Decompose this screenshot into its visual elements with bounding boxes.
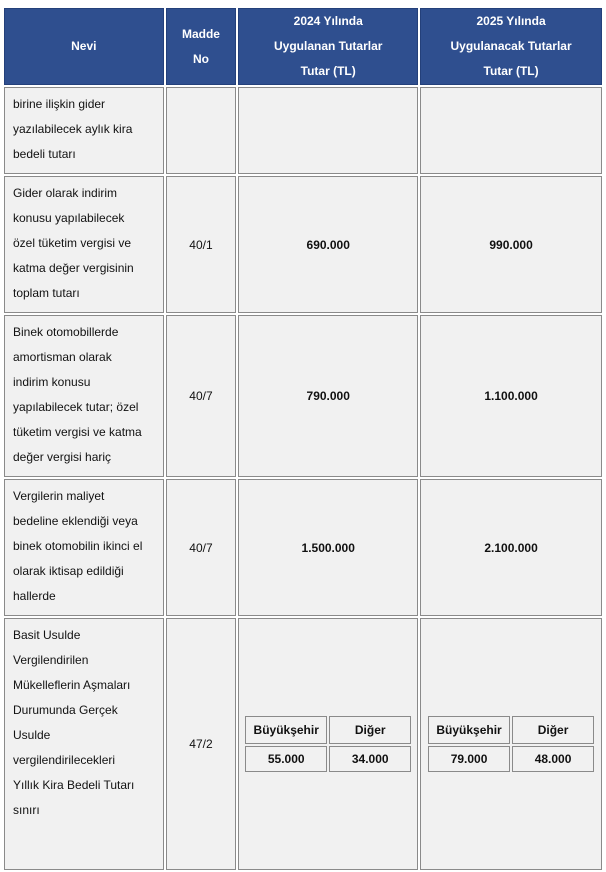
row-value-2025 <box>420 618 602 870</box>
amounts-table <box>2 6 604 872</box>
row-value-2024 <box>238 87 418 174</box>
row-description: Vergilerin maliyet bedeline eklendiği veya binek otomobilin ikinci el olarak iktisap edildiği hallerde <box>4 479 164 616</box>
row-description: Binek otomobillerde amortisman olarak indirim konusu yapılabilecek tutar; özel tüketim vergisi ve katma değer vergisi hariç <box>4 315 164 477</box>
sub-header-diger: Diğer <box>329 716 411 744</box>
table-row <box>4 315 602 477</box>
table-row <box>4 479 602 616</box>
sub-header-diger: Diğer <box>512 716 594 744</box>
sub-header-buyuksehir: Büyükşehir <box>245 716 327 744</box>
header-2025: 2025 Yılında Uygulanacak Tutarlar Tutar (TL) <box>420 8 602 85</box>
row-madde: 40/1 <box>166 176 237 313</box>
row-madde: 40/7 <box>166 315 237 477</box>
sub-table-2025 <box>426 714 596 774</box>
row-value-2025: 1.100.000 <box>420 315 602 477</box>
table-row <box>4 618 602 870</box>
row-description: Basit Usulde Vergilendirilen Mükelleflerin Aşmaları Durumunda Gerçek Usulde vergilendirilecekleri Yıllık Kira Bedeli Tutarı sınırı <box>4 618 164 870</box>
header-nevi: Nevi <box>4 8 164 85</box>
sub-header-buyuksehir: Büyükşehir <box>428 716 510 744</box>
sub-value-buyuksehir: 79.000 <box>428 746 510 772</box>
row-description: Gider olarak indirim konusu yapılabilecek özel tüketim vergisi ve katma değer vergisinin toplam tutarı <box>4 176 164 313</box>
row-value-2024 <box>238 618 418 870</box>
row-value-2024: 790.000 <box>238 315 418 477</box>
header-2024: 2024 Yılında Uygulanan Tutarlar Tutar (TL) <box>238 8 418 85</box>
sub-table-2024 <box>243 714 413 774</box>
row-description: birine ilişkin gider yazılabilecek aylık kira bedeli tutarı <box>4 87 164 174</box>
row-value-2024: 690.000 <box>238 176 418 313</box>
row-value-2025 <box>420 87 602 174</box>
table-row <box>4 87 602 174</box>
sub-value-buyuksehir: 55.000 <box>245 746 327 772</box>
sub-value-diger: 48.000 <box>512 746 594 772</box>
row-value-2024: 1.500.000 <box>238 479 418 616</box>
row-madde: 40/7 <box>166 479 237 616</box>
row-value-2025: 990.000 <box>420 176 602 313</box>
row-value-2025: 2.100.000 <box>420 479 602 616</box>
header-row <box>4 8 602 85</box>
row-madde: 47/2 <box>166 618 237 870</box>
row-madde <box>166 87 237 174</box>
table-row <box>4 176 602 313</box>
header-madde-no: Madde No <box>166 8 237 85</box>
sub-value-diger: 34.000 <box>329 746 411 772</box>
